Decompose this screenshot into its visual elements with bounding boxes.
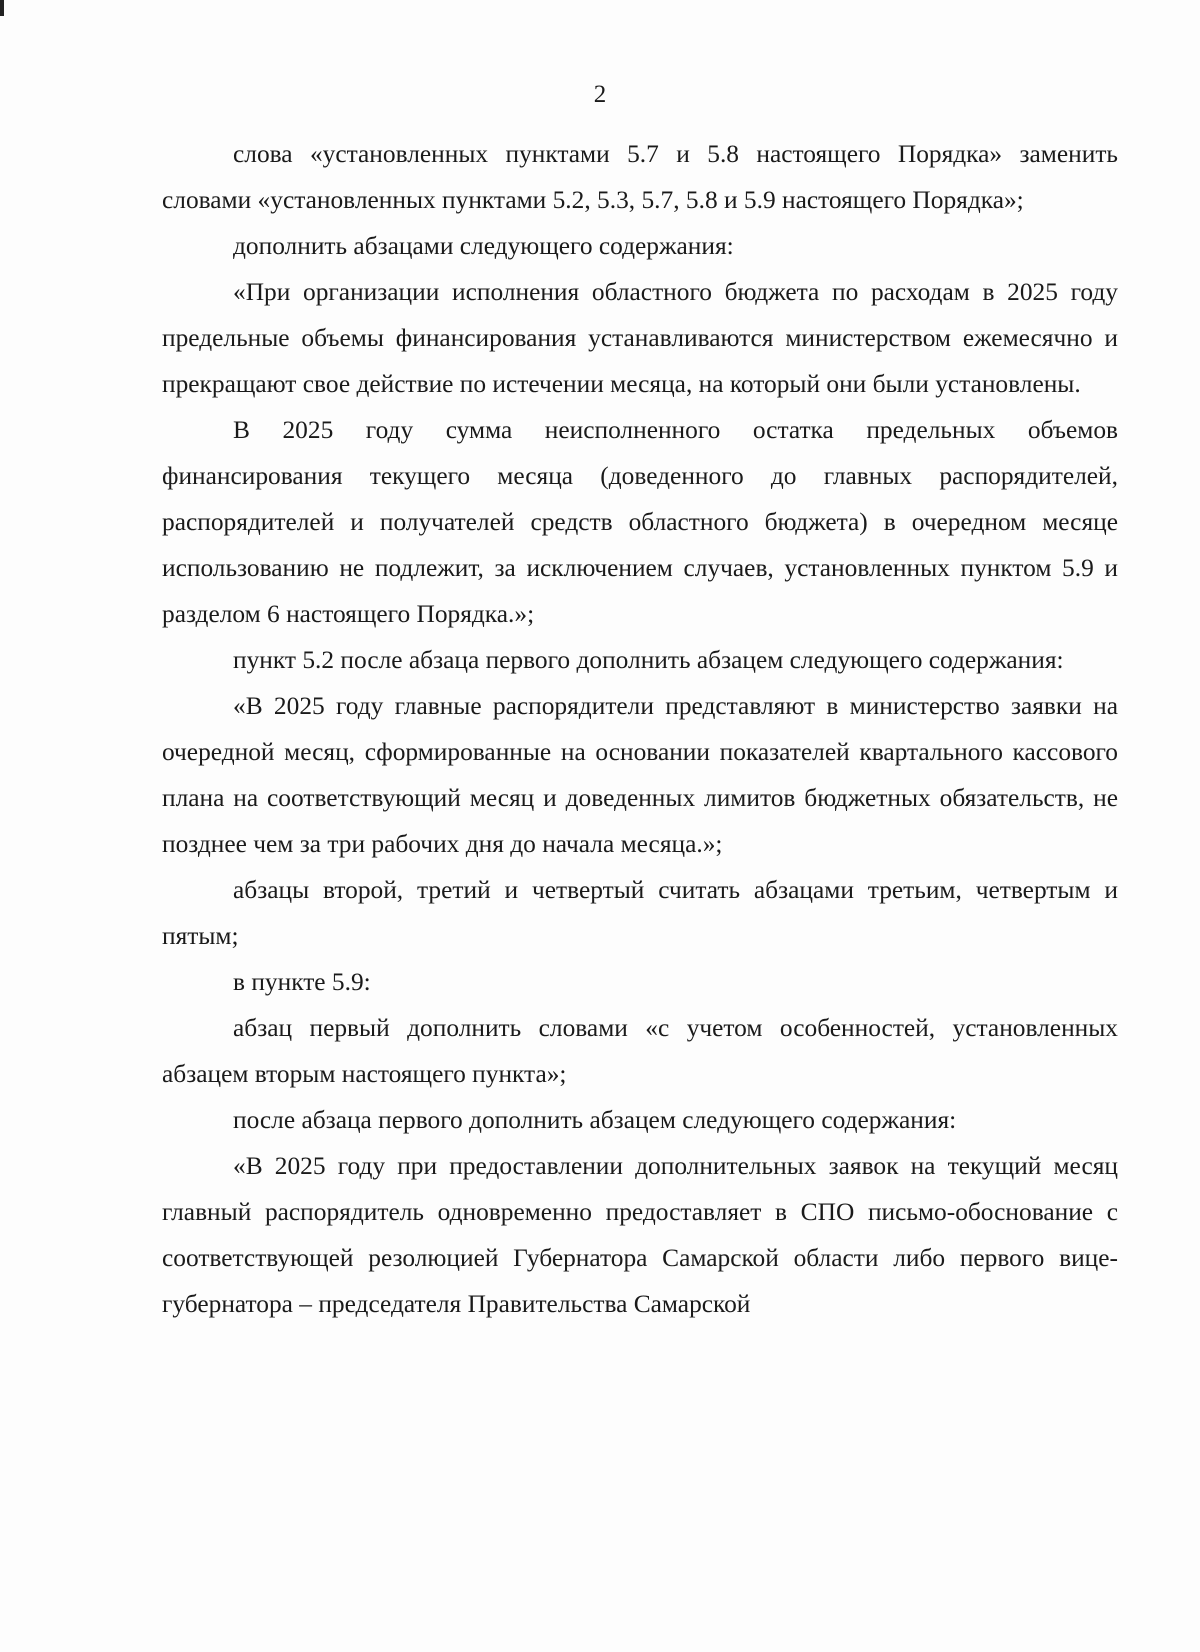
paragraph: «При организации исполнения областного бюджета по расходам в 2025 году предельные объемы финансирования устанавливаются министерством ежемесячно и прекращают свое действие по истечении месяца, на который они были установлены. xyxy=(162,278,1118,398)
paragraph: «В 2025 году главные распорядители представляют в министерство заявки на очередной месяц, сформированные на основании показателей квартального кассового плана на соответствующий месяц и доведенных лимитов бюджетных обязательств, не позднее чем за три рабочих дня до начала месяца.»; xyxy=(162,692,1118,858)
paragraph: «В 2025 году при предоставлении дополнительных заявок на текущий месяц главный распорядитель одновременно предоставляет в СПО письмо-обоснование с соответствующей резолюцией Губернатора Самарской области либо первого вице-губернатора – председателя Правительства Самарской xyxy=(162,1152,1118,1318)
scan-corner-mark xyxy=(0,0,4,16)
paragraph: абзацы второй, третий и четвертый считать абзацами третьим, четвертым и пятым; xyxy=(162,876,1118,950)
document-body xyxy=(162,131,1118,1327)
paragraph: слова «установленных пунктами 5.7 и 5.8 настоящего Порядка» заменить словами «установленных пунктами 5.2, 5.3, 5.7, 5.8 и 5.9 настоящего Порядка»; xyxy=(162,140,1118,214)
paragraph: абзац первый дополнить словами «с учетом особенностей, установленных абзацем вторым настоящего пункта»; xyxy=(162,1014,1118,1088)
paragraph: дополнить абзацами следующего содержания: xyxy=(233,232,734,260)
paragraph: В 2025 году сумма неисполненного остатка предельных объемов финансирования текущего месяца (доведенного до главных распорядителей, распорядителей и получателей средств областного бюджета) в очередном месяце использованию не подлежит, за исключением случаев, установленных пунктом 5.9 и разделом 6 настоящего Порядка.»; xyxy=(162,416,1118,628)
paragraph: в пункте 5.9: xyxy=(233,968,371,996)
page-number: 2 xyxy=(593,81,607,108)
paragraph: после абзаца первого дополнить абзацем следующего содержания: xyxy=(233,1106,957,1134)
paragraph: пункт 5.2 после абзаца первого дополнить абзацем следующего содержания: xyxy=(233,646,1064,674)
